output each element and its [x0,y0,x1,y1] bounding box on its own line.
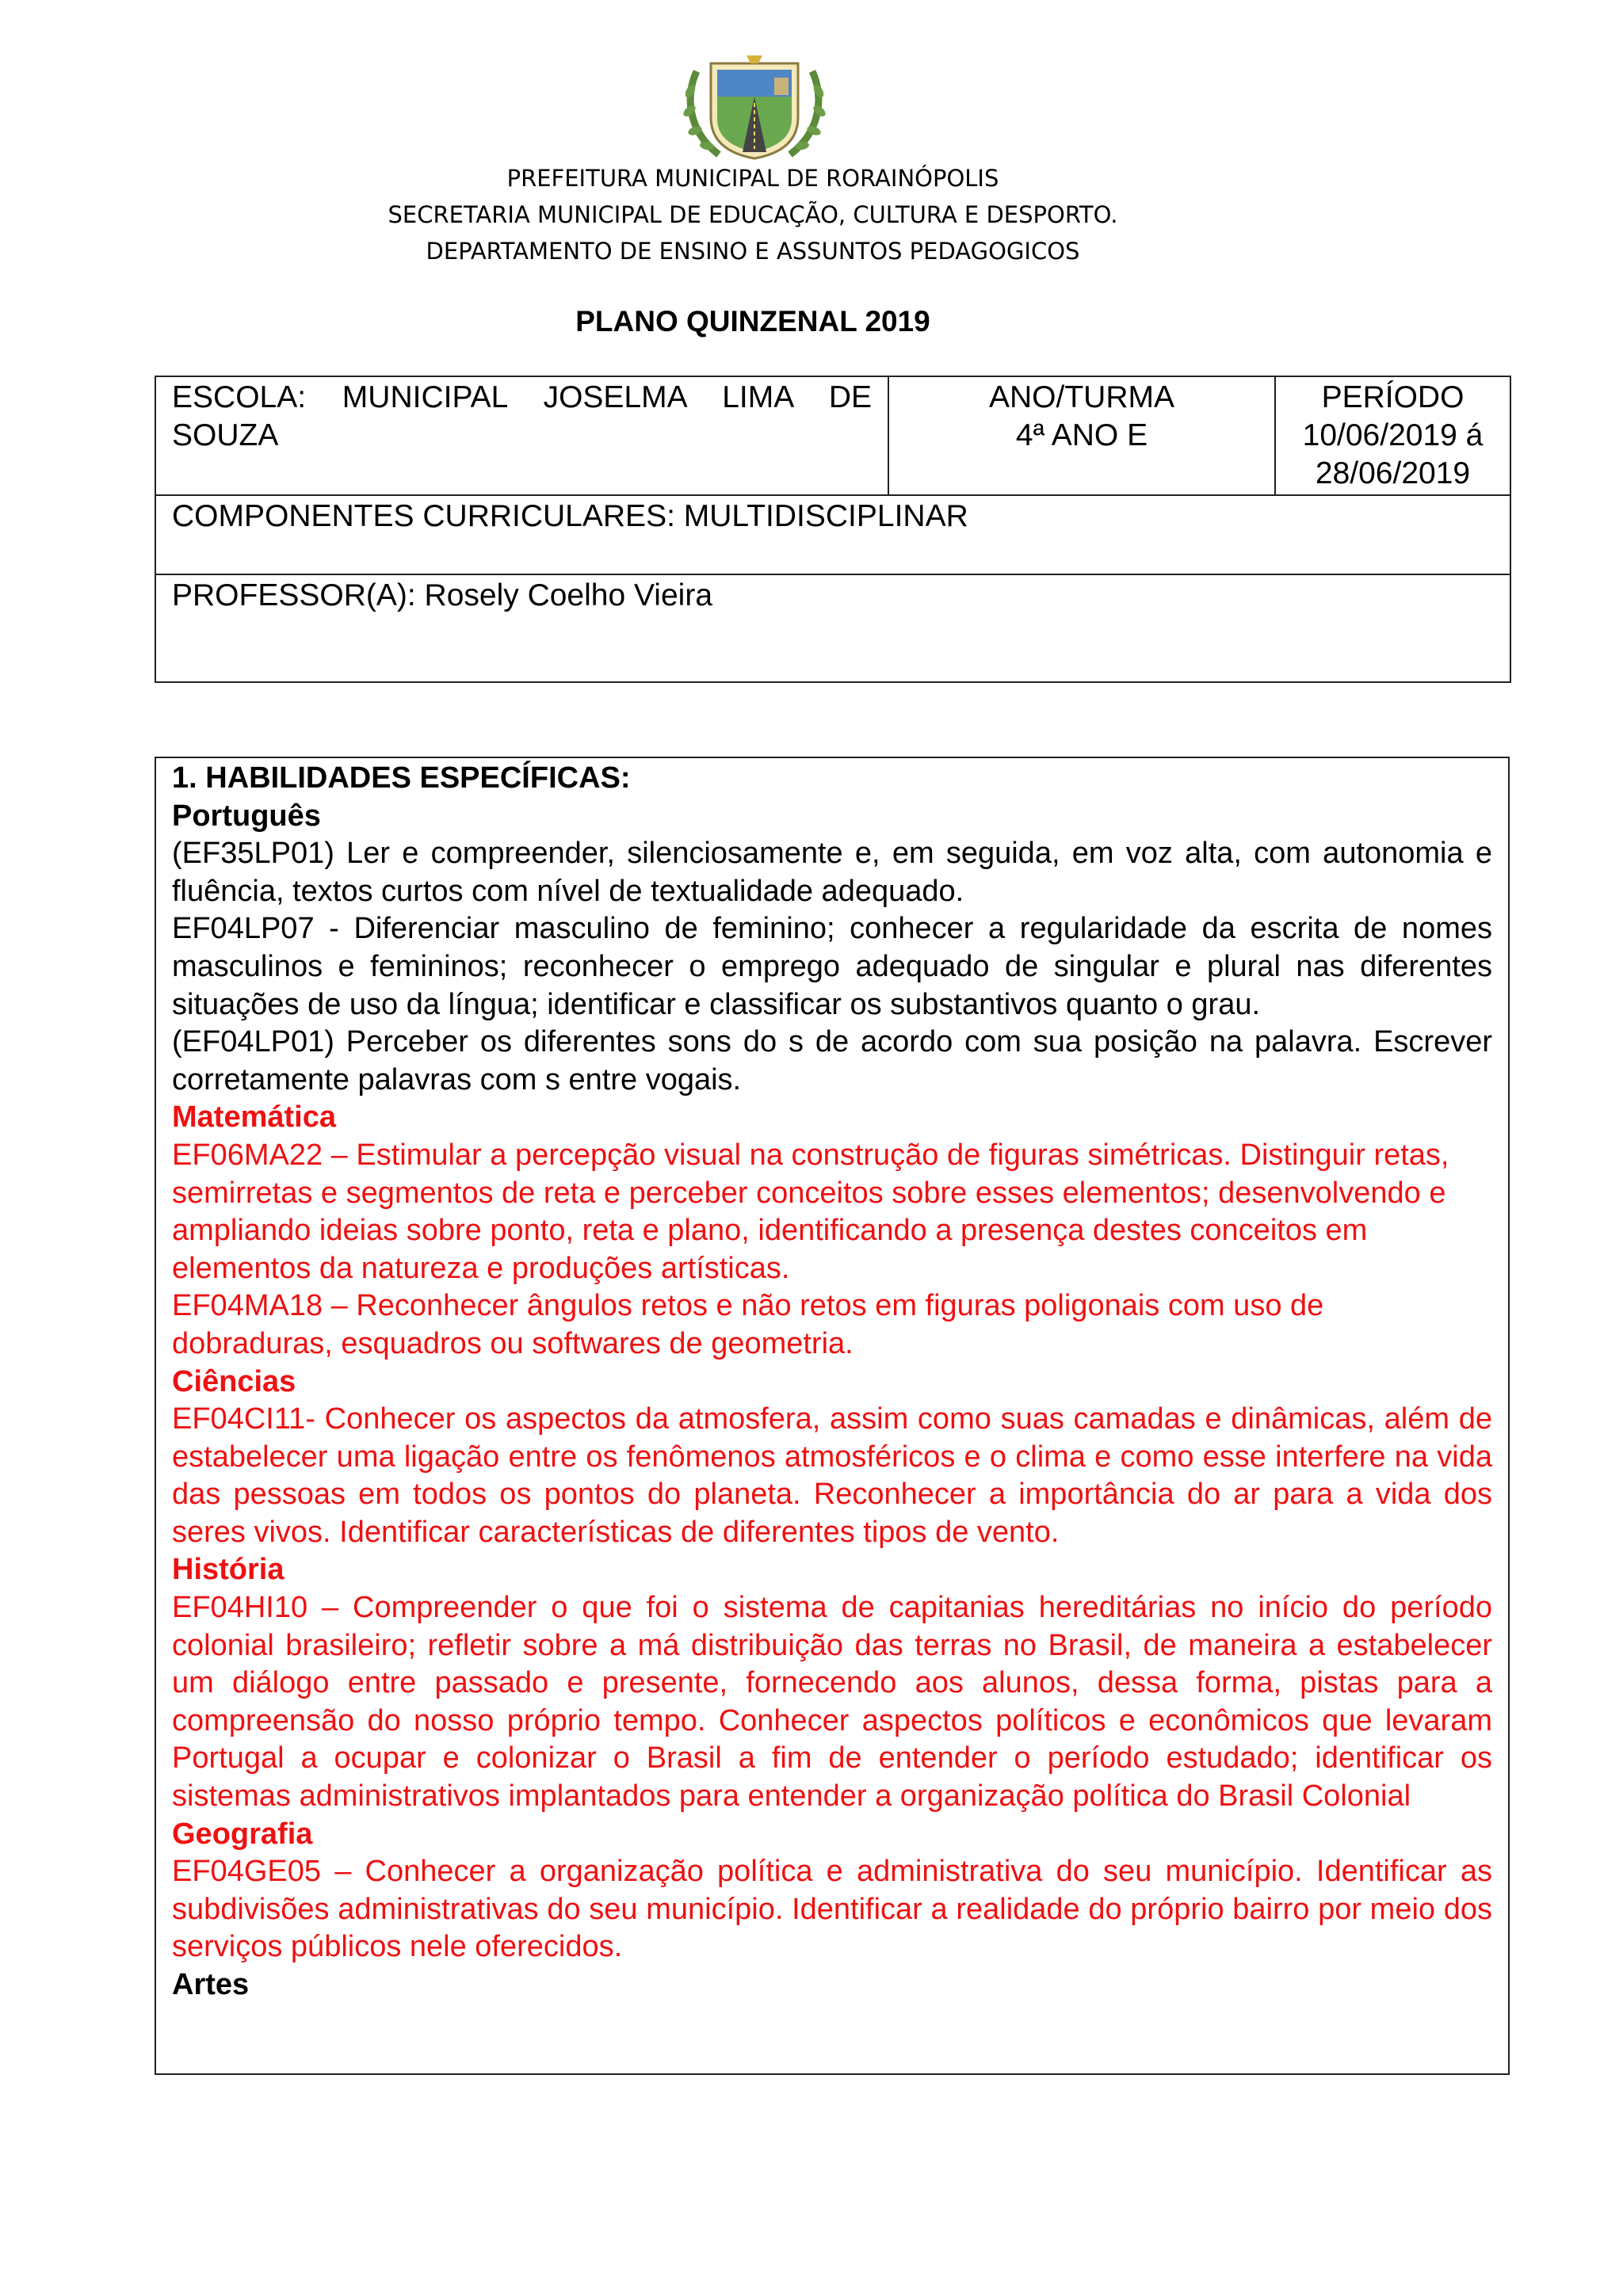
ano-turma-label: ANO/TURMA [989,380,1174,414]
section-heading: 1. HABILIDADES ESPECÍFICAS: [172,761,631,795]
periodo-end: 28/06/2019 [1315,456,1471,490]
geografia-title: Geografia [172,1817,313,1851]
habilidades-section [155,757,1510,2075]
ciencias-skill-1: EF04CI11- Conhecer os aspectos da atmosfera, assim como suas camadas e dinâmicas, além de estabelecer uma ligação entre os fenômenos atmosféricos e o clima e como esse interfere na vida das pessoas em todos os pontos do planeta. Reconhecer a importância do ar para a vida dos seres vivos. Identificar características de diferentes tipos de vento. [172,1402,1492,1549]
header-table [155,376,1511,683]
letterhead-line-3: DEPARTAMENTO DE ENSINO E ASSUNTOS PEDAGOGICOS [426,238,1080,265]
letterhead [0,160,1506,269]
ano-turma-value: 4ª ANO E [1015,418,1148,452]
periodo-label: PERÍODO [1321,380,1465,414]
portugues-skill-3: (EF04LP01) Perceber os diferentes sons do s de acordo com sua posição na palavra. Escrever corretamente palavras com s entre vogais. [172,1025,1492,1097]
matematica-skill-1: EF06MA22 – Estimular a percepção visual na construção de figuras simétricas. Distinguir retas, semirretas e segmentos de reta e perceber conceitos sobre esses elementos; desenvolvendo e ampliando ideias sobre ponto, reta e plano, identificando a presença destes conceitos em elementos da natureza e produções artísticas. [172,1138,1449,1285]
ciencias-title: Ciências [172,1364,296,1398]
professor-cell: PROFESSOR(A): Rosely Coelho Vieira [155,574,1510,682]
historia-skill-1: EF04HI10 – Compreender o que foi o sistema de capitanias hereditárias no início do período colonial brasileiro; refletir sobre a má distribuição das terras no Brasil, de maneira a estabelecer um diálogo entre passado e presente, fornecendo aos alunos, dessa forma, pistas para a compreensão do nosso próprio tempo. Conhecer aspectos políticos e econômicos que levaram Portugal a ocupar e colonizar o Brasil a fim de entender o período estudado; identificar os sistemas administrativos implantados para entender a organização política do Brasil Colonial [172,1591,1492,1814]
historia-title: História [172,1553,285,1587]
geografia-skill-1: EF04GE05 – Conhecer a organização política e administrativa do seu município. Identificar as subdivisões administrativas do seu município. Identificar a realidade do próprio bairro por meio dos serviços públicos nele oferecidos. [172,1855,1492,1964]
artes-title: Artes [172,1968,250,2001]
letterhead-line-1: PREFEITURA MUNICIPAL DE RORAINÓPOLIS [506,165,999,192]
matematica-skill-2: EF04MA18 – Reconhecer ângulos retos e não retos em figuras poligonais com uso de dobraduras, esquadros ou softwares de geometria. [172,1289,1324,1360]
portugues-skill-2: EF04LP07 - Diferenciar masculino de feminino; conhecer a regularidade da escrita de nomes masculinos e femininos; reconhecer o emprego adequado de singular e plural nas diferentes situações de uso da língua; identificar e classificar os substantivos quanto o grau. [172,912,1492,1021]
escola-cell [155,376,888,495]
portugues-skill-1: (EF35LP01) Ler e compreender, silenciosamente e, em seguida, em voz alta, com autonomia e fluência, textos curtos com nível de textualidade adequado. [172,837,1492,908]
portugues-title: Português [172,799,321,833]
escola-line-2: SOUZA [172,418,279,452]
periodo-cell [1275,376,1510,495]
componentes-cell: COMPONENTES CURRICULARES: MULTIDISCIPLINAR [155,495,1510,574]
periodo-start: 10/06/2019 á [1302,418,1484,452]
letterhead-line-2: SECRETARIA MUNICIPAL DE EDUCAÇÃO, CULTURA E DESPORTO. [388,201,1118,228]
escola-line-1: ESCOLA: MUNICIPAL JOSELMA LIMA DE [172,380,872,414]
page-title: PLANO QUINZENAL 2019 [575,305,930,338]
coat-of-arms-logo [679,55,830,162]
matematica-title: Matemática [172,1100,336,1135]
ano-turma-cell [888,376,1275,495]
